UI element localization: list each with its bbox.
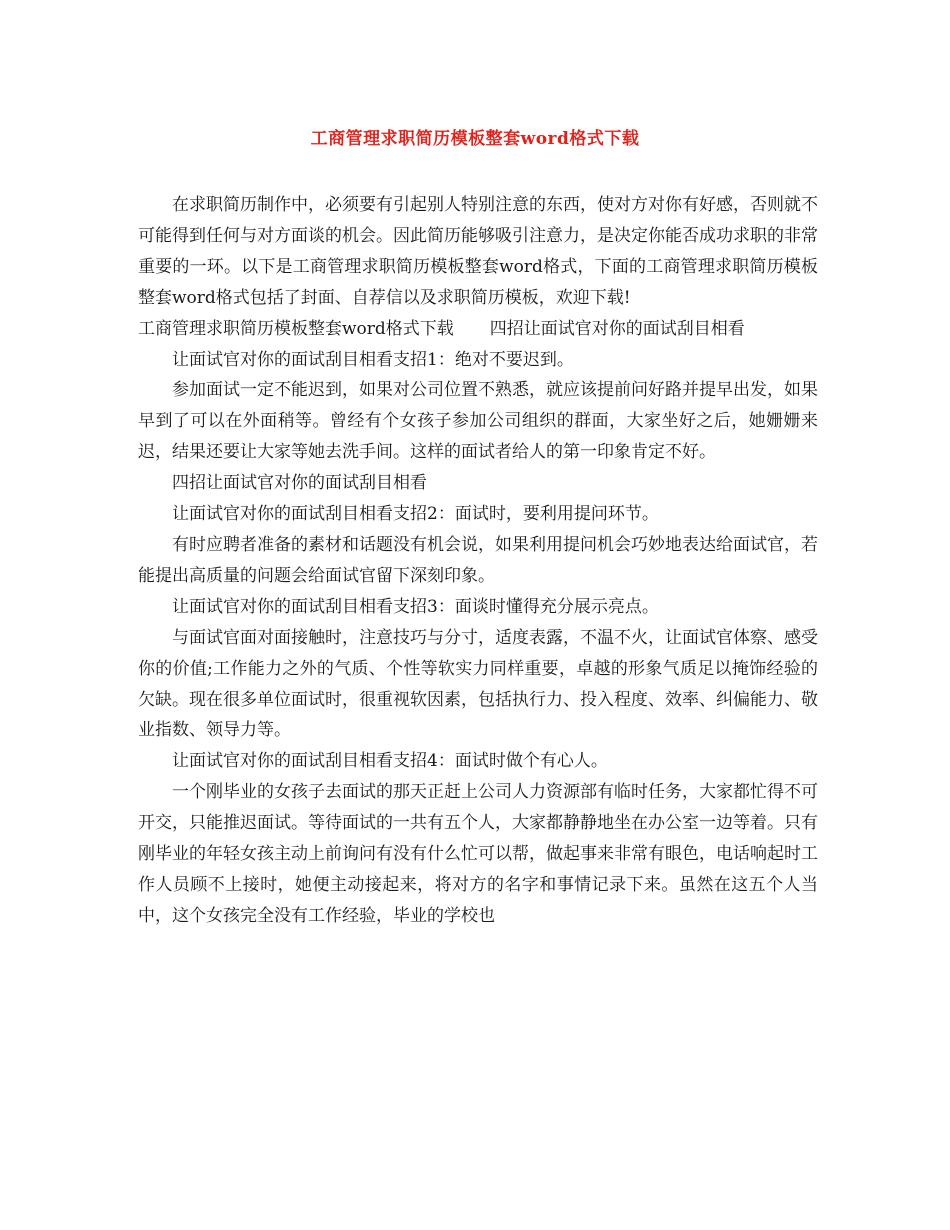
tip2-body: 有时应聘者准备的素材和话题没有机会说，如果利用提问机会巧妙地表达给面试官，若能提出高质量的问题会给面试官留下深刻印象。 bbox=[138, 534, 818, 586]
tip3-heading: 让面试官对你的面试刮目相看支招3：面谈时懂得充分展示亮点。 bbox=[172, 596, 659, 617]
subtitle-left: 工商管理求职简历模板整套word格式下载 bbox=[138, 318, 454, 339]
tip3-body: 与面试官面对面接触时，注意技巧与分寸，适度表露，不温不火，让面试官体察、感受你的价值;工作能力之外的气质、个性等软实力同样重要，卓越的形象气质足以掩饰经验的欠缺。现在很多单位面试时，很重视软因素，包括执行力、投入程度、效率、纠偏能力、敬业指数、领导力等。 bbox=[138, 627, 818, 741]
tip1-heading: 让面试官对你的面试刮目相看支招1：绝对不要迟到。 bbox=[172, 349, 574, 370]
repeat-heading: 四招让面试官对你的面试刮目相看 bbox=[172, 473, 427, 494]
tip4-body: 一个刚毕业的女孩子去面试的那天正赶上公司人力资源部有临时任务，大家都忙得不可开交，只能推迟面试。等待面试的一共有五个人，大家都静静地坐在办公室一边等着。只有刚毕业的年轻女孩主动上前询问有没有什么忙可以帮，做起事来非常有眼色，电话响起时工作人员顾不上接时，她便主动接起来，将对方的名字和事情记录下来。虽然在这五个人当中，这个女孩完全没有工作经验，毕业的学校也 bbox=[138, 782, 818, 926]
subtitle-right: 四招让面试官对你的面试刮目相看 bbox=[489, 318, 745, 339]
document-body bbox=[138, 190, 818, 932]
intro-paragraph: 在求职简历制作中，必须要有引起别人特别注意的东西，使对方对你有好感，否则就不可能得到任何与对方面谈的机会。因此简历能够吸引注意力，是决定你能否成功求职的非常重要的一环。以下是工商管理求职简历模板整套word格式，下面的工商管理求职简历模板整套word格式包括了封面、自荐信以及求职简历模板，欢迎下载! bbox=[138, 195, 818, 308]
tip2-heading: 让面试官对你的面试刮目相看支招2：面试时，要利用提问环节。 bbox=[172, 504, 659, 525]
subtitle-line bbox=[138, 314, 818, 345]
tip1-body: 参加面试一定不能迟到，如果对公司位置不熟悉，就应该提前问好路并提早出发，如果早到了可以在外面稍等。曾经有个女孩子参加公司组织的群面，大家坐好之后，她姗姗来迟，结果还要让大家等她去洗手间。这样的面试者给人的第一印象肯定不好。 bbox=[138, 380, 818, 463]
document-title: 工商管理求职简历模板整套word格式下载 bbox=[310, 129, 640, 149]
tip4-heading: 让面试官对你的面试刮目相看支招4：面试时做个有心人。 bbox=[172, 751, 608, 772]
